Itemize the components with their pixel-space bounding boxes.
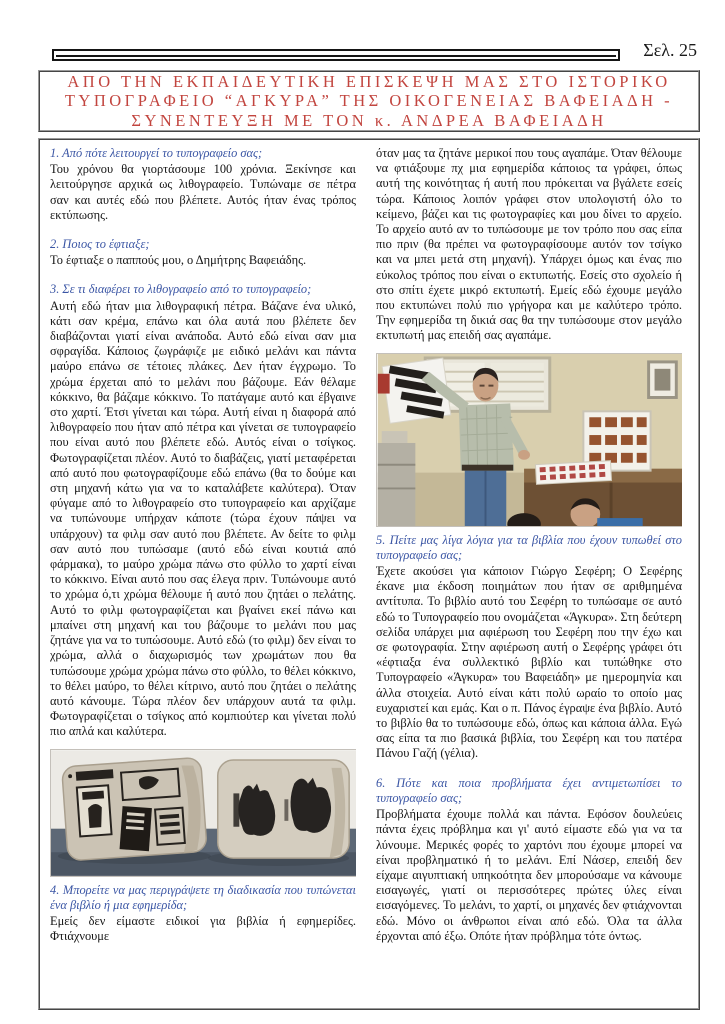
answer-4-start: Εμείς δεν είμαστε ειδικοί για βιβλία ή εφημερίδες. Φτιάχνουμε [50,913,356,944]
question-4: 4. Μπορείτε να μας περιγράψετε τη διαδικασία που τυπώνεται ένα βιβλίο ή μια εφημερίδα; [50,882,356,912]
answer-2: Το έφτιαξε ο παππούς μου, ο Δημήτρης Βαφειάδης. [50,253,307,268]
question-1: 1. Από πότε λειτουργεί το τυπογραφείο σας; [50,146,263,160]
answer-3: Αυτή εδώ ήταν μια λιθογραφική πέτρα. Βάζανε ένα υλικό, κάτι σαν κρέμα, επάνω και όλα αυτά που βλέπετε δεν διαβάζονται γιατί είναι ανάποδα. Αυτό εδώ είναι σαν μια σφραγίδα. Κάποιος ζωγράφιζε με ειδικό μελάνι και πάντα μαύρο επάνω σε τέτοιες πλάκες. Δεν ήταν έγχρωμο. Το χρώμα έρχεται από το μελάνι που βάζουμε. Εάν θέλαμε κόκκινο, θα βάζαμε κόκκινο. Το πατάγαμε αυτό και έβγαινε στο χαρτί. Έτσι γίνεται και τώρα. Αυτή είναι η διαφορά από λιθογραφείο που ήταν από πέτρα και γίνεται σε τυπογραφείο που είναι αυτό που βλέπετε εδώ. Αυτός είναι ο τσίγκος. Φωτογραφίζεται πλέον. Αυτό το διαβάζεις, γιατί μεταφέρεται από αυτό που φωτογραφίζουμε εδώ επάνω (θα το δούμε και στη μηχανή κάτω για να το καταλάβετε καλύτερα). Όταν φύγαμε από το λιθογραφείο στο τυπογραφείο και αρχίζαμε να τυπώνουμε υπήρχαν κάποτε (τώρα έχουν πάψει να υπάρχουν) τα φιλμ σαν αυτό που βλέπετε. Αν δείτε το φιλμ σαν αυτό που τυπώσαμε (αυτό εδώ είναι κουτιά από φάρμακα), το μαύρο χρώμα πάνω στο φύλλο το χαρτί είναι το κόκκινο. Είναι αυτό που σας έλεγα πριν. Τυπώνουμε αυτό το χρώμα ό,τι χρώμα θέλουμε ή αυτό που ζητάει ο πελάτης. Αυτό το φιλμ φωτογραφίζεται και βγαίνει εκεί πάνω και μπαίνει στη μηχανή και του βάζουμε το μελάνι που μας ζητάνε για να το τυπώσουμε. Αυτό εδώ (το φιλμ) δεν είναι το χρώμα, αλλά ο διαχωρισμός των χρωμάτων που θα τυπώσουμε χρώμα χρώμα πάνω στο φύλλο, το θέλει κόκκινο, το θέλει μαύρο, το θέλει κίτρινο, αυτό που ζητάει ο πελάτης αυτό κάνουμε. Τώρα πλέον δεν υπάρχουν αυτά τα φιλμ. Φωτογραφίζεται ο τσίγκος από κομπιούτερ και γίνεται πολύ πιο απλά και καλύτερα. [50,298,356,739]
column-right [376,146,682,1002]
article-body-box [38,138,700,1010]
answer-1: Του χρόνου θα γιορτάσουμε 100 χρόνια. Ξεκίνησε και λειτούργησε αρχικά ως λιθογραφείο. Τυπώναμε σε πέτρα σαν και αυτές εδώ που βλέπετε. Αυτός ήταν ένας τρόπος εκτύπωσης. [50,162,356,222]
top-rule [52,49,620,61]
question-6: 6. Πότε και ποια προβλήματα έχει αντιμετωπίσει το τυπογραφείο σας; [376,775,682,805]
article-title-line-2: ΤΥΠΟΓΡΑΦΕΙΟ “ΑΓΚΥΡΑ” ΤΗΣ ΟΙΚΟΓΕΝΕΙΑΣ ΒΑΦΕΙΑΔΗ - [64,91,674,111]
article-header-box [38,70,700,132]
article-title-line-3: ΣΥΝΕΝΤΕΥΞΗ ΜΕ ΤΟΝ κ. ΑΝΔΡΕΑ ΒΑΦΕΙΑΔΗ [131,110,607,130]
column-left [50,146,356,1002]
answer-5: Έχετε ακούσει για κάποιον Γιώργο Σεφέρη; Ο Σεφέρης έκανε μια έκδοση ποιημάτων που ήταν σε αριθμημένα αντίτυπα. Το βιβλίο αυτό του Σεφέρη το τυπώσαμε σε αυτό εδώ το Τυπογραφείο που ονομάζεται «Άγκυρα». Στη δεύτερη σελίδα υπάρχει μια αφιέρωση του Σεφέρη που την έχω και σε φωτογραφία. Στην αφιέρωση αυτή ο Σεφέρης γράφει ότι «έφτιαξα ένα συλλεκτικό βιβλίο και τυπώθηκε στο Τυπογραφείο «Άγκυρα» του Βαφειάδη» με ημερομηνία και άλλα στοιχεία. Αυτό είναι κάτι πολύ ωραίο το οποίο μας ευχαριστεί και εμάς. Και ο π. Πάνος έγραψε ένα βιβλίο. Αυτό το βιβλίο θα το τυπώσουμε εδώ, όπως και κάποια άλλα. Εγώ σας είπα τα πιο βασικά βιβλία, του Σεφέρη και του πατέρα Πάνου Γαζή (γέλια). [376,564,682,761]
question-3: 3. Σε τι διαφέρει το λιθογραφείο από το τυπογραφείο; [50,282,312,297]
answer-4-continued: όταν μας τα ζητάνε μερικοί που τους αγαπάμε. Όταν θέλουμε να φτιάξουμε πχ μια εφημερίδα κάποιος τα γράφει, όπως αυτή της κοινότητας ή αυτή που πρόκειται να βγάλετε εσείς τώρα. Κάποιος λοιπόν γράφει στον υπολογιστή όλο το κείμενο, βάζει και τις φωτογραφίες και μου δίνει το αρχείο. Το αρχείο αυτό αν το τυπώσουμε με τον τρόπο που σας είπα πιο πριν (θα πρέπει να φωτογραφίσουμε αυτόν τον τσίγκο και να μπει μετά στη μηχανή). Υπάρχει όμως και ένας πιο εύκολος τρόπος που είναι ο εκτυπωτής. Εσείς στο σχολείο ή στο σπίτι έχετε μικρό εκτυπωτή. Εμείς εδώ έχουμε μεγάλο που εκτυπώνει πολύ πιο γρήγορα και με καλύτερο τρόπο. Την εφημερίδα τη δικιά σας θα την τυπώσουμε στον μεγάλο εκτυπωτή μας επειδή σας αγαπάμε. [376,146,682,343]
lithography-stones-photo [50,749,356,877]
question-5: 5. Πείτε μας λίγα λόγια για τα βιβλία που έχουν τυπωθεί στο τυπογραφείο σας; [376,532,682,562]
article-title-line-1: ΑΠΟ ΤΗΝ ΕΚΠΑΙΔΕΥΤΙΚΗ ΕΠΙΣΚΕΨΗ ΜΑΣ ΣΤΟ ΙΣΤΟΡΙΚΟ [67,71,671,91]
answer-6: Προβλήματα έχουμε πολλά και πάντα. Εφόσον δουλεύεις πάντα έχεις πρόβλημα και γι' αυτό είμαστε εδώ για να τα λύνουμε. Μερικές φορές το χαρτόνι που έχουμε μπορεί να είναι προβληματικό ή το μελάνι. Επί Νάσερ, επειδή δεν είχαμε αιγυπτιακή υπηκοότητα δεν μπορούσαμε να κάνουμε εισαγωγές, γιατί οι περισσότερες πρώτες ύλες είναι εισαγόμενες. Το μελάνι, το χαρτί, οι μηχανές δεν φτιάχνονται εδώ. Μόνο οι άνθρωποι είναι από εδώ. Όλα τα άλλα έρχονται από έξω. Οπότε ήταν πρόβλημα τότε όντως. [376,807,682,943]
question-2: 2. Ποιος το έφτιαξε; [50,237,150,252]
printer-owner-photo [376,353,682,527]
page-number: Σελ. 25 [643,40,697,60]
